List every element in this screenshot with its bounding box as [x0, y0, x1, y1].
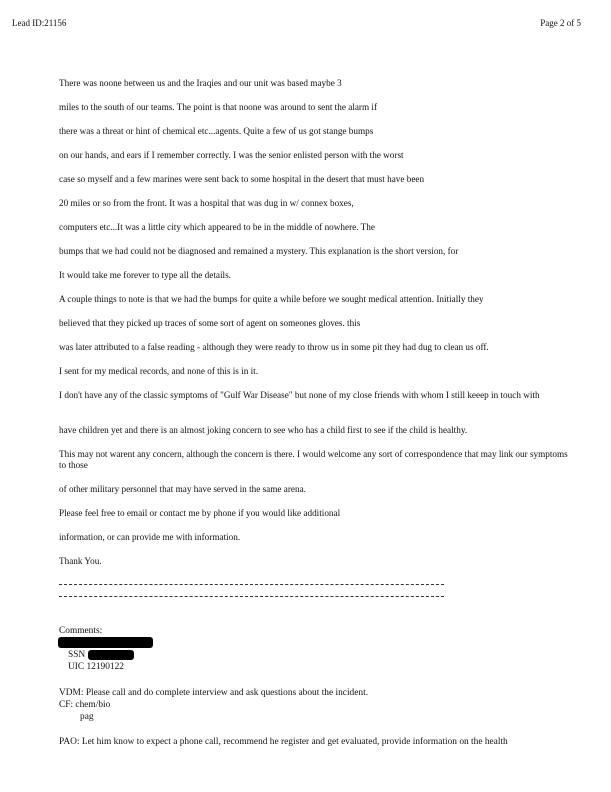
body-paragraph: Please feel free to email or contact me by phone if you would like additional	[59, 508, 341, 518]
body-paragraph: I don't have any of the classic symptoms of "Gulf War Disease" but none of my close friends with whom I still keeep in touch with	[59, 390, 540, 400]
body-paragraph: It would take me forever to type all the details.	[59, 270, 231, 280]
ssn-label: SSN	[68, 650, 86, 660]
body-paragraph: This may not warent any concern, although the concern is there. I would welcome any sort of correspondence that may link our symptoms to those	[59, 449, 568, 470]
body-paragraph: on our hands, and ears if I remember correctly. I was the senior enlisted person with the worst	[59, 150, 404, 160]
body-paragraph: case so myself and a few marines were sent back to some hospital in the desert that must have been	[59, 174, 425, 184]
cf-note: CF: chem/bio	[59, 700, 111, 710]
body-paragraph: was later attributed to a false reading - although they were ready to throw us in some pit they had dug to clean us off.	[59, 342, 489, 352]
body-paragraph: A couple things to note is that we had the bumps for quite a while before we sought medical attention. Initially they	[59, 294, 484, 304]
body-paragraph: There was noone between us and the Iraqies and our unit was based maybe 3	[59, 78, 342, 88]
lead-id: Lead ID:21156	[12, 18, 67, 28]
body-paragraph: 20 miles or so from the front. It was a hospital that was dug in w/ connex boxes,	[59, 198, 354, 208]
body-paragraph: Thank You.	[59, 556, 102, 566]
dashed-divider	[59, 584, 444, 585]
body-paragraph: miles to the south of our teams. The point is that noone was around to sent the alarm if	[59, 102, 378, 112]
body-paragraph: of other military personnel that may have served in the same arena.	[59, 484, 306, 494]
uic-code: UIC 12190122	[68, 662, 124, 672]
comments-heading: Comments:	[59, 626, 103, 636]
body-paragraph: bumps that we had could not be diagnosed and remained a mystery. This explanation is the short version, for	[59, 246, 459, 256]
redaction-bar	[58, 637, 153, 648]
pao-note: PAO: Let him know to expect a phone call, recommend he register and get evaluated, provide information on the health	[59, 737, 508, 747]
page-number: Page 2 of 5	[540, 18, 581, 28]
body-paragraph: have children yet and there is an almost joking concern to see who has a child first to see if the child is healthy.	[59, 425, 468, 435]
dashed-divider	[59, 596, 444, 597]
body-paragraph: computers etc...It was a little city which appeared to be in the middle of nowhere. The	[59, 222, 375, 232]
pag-note: pag	[80, 712, 94, 722]
vdm-note: VDM: Please call and do complete interview and ask questions about the incident.	[59, 688, 369, 698]
redaction-bar	[88, 650, 134, 660]
body-paragraph: information, or can provide me with information.	[59, 532, 241, 542]
body-paragraph: I sent for my medical records, and none of this is in it.	[59, 366, 259, 376]
body-paragraph: believed that they picked up traces of some sort of agent on someones gloves. this	[59, 318, 361, 328]
body-paragraph: there was a threat or hint of chemical etc...agents. Quite a few of us got stange bumps	[59, 126, 374, 136]
